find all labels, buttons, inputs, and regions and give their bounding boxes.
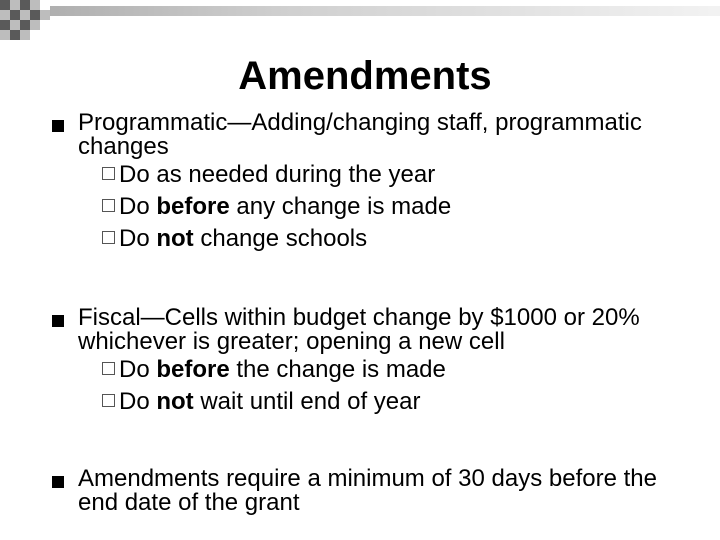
checkbox-bullet-icon [102, 231, 115, 244]
list-item [78, 467, 698, 515]
item-text: Amendments require a minimum of 30 days before the end date of the grant [78, 465, 657, 516]
list-item [78, 111, 698, 255]
header-decoration [0, 0, 720, 48]
sub-item-text: the change is made [236, 356, 446, 383]
sub-item-emphasis: not [156, 225, 194, 252]
list-item [78, 306, 698, 418]
sub-item [78, 223, 698, 255]
sub-item-emphasis: not [156, 388, 194, 415]
checkbox-bullet-icon [102, 362, 115, 375]
checkbox-bullet-icon [102, 167, 115, 180]
sub-item-text: change schools [200, 225, 368, 252]
sub-item-emphasis: before [156, 356, 230, 383]
bullet-square-icon [52, 476, 64, 488]
sub-item-prefix: Do [119, 225, 150, 252]
sub-item [78, 159, 698, 191]
bullet-square-icon [52, 120, 64, 132]
sub-item-prefix: Do [119, 356, 150, 383]
slide-title: Amendments [238, 54, 492, 98]
sub-item-text: wait until end of year [200, 388, 421, 415]
item-text: Fiscal—Cells within budget change by $1000 or 20% whichever is greater; opening a new cell [78, 304, 640, 355]
item-text: Programmatic—Adding/changing staff, programmatic changes [78, 109, 642, 160]
sub-item-prefix: Do [119, 161, 150, 188]
sub-item-prefix: Do [119, 388, 150, 415]
checkbox-bullet-icon [102, 394, 115, 407]
sub-item-text: as needed during the year [156, 161, 436, 188]
sub-item-text: any change is made [236, 193, 452, 220]
bullet-square-icon [52, 315, 64, 327]
sub-item-emphasis: before [156, 193, 230, 220]
sub-item [78, 191, 698, 223]
sub-item [78, 386, 698, 418]
sub-item-prefix: Do [119, 193, 150, 220]
sub-item [78, 354, 698, 386]
checkbox-bullet-icon [102, 199, 115, 212]
